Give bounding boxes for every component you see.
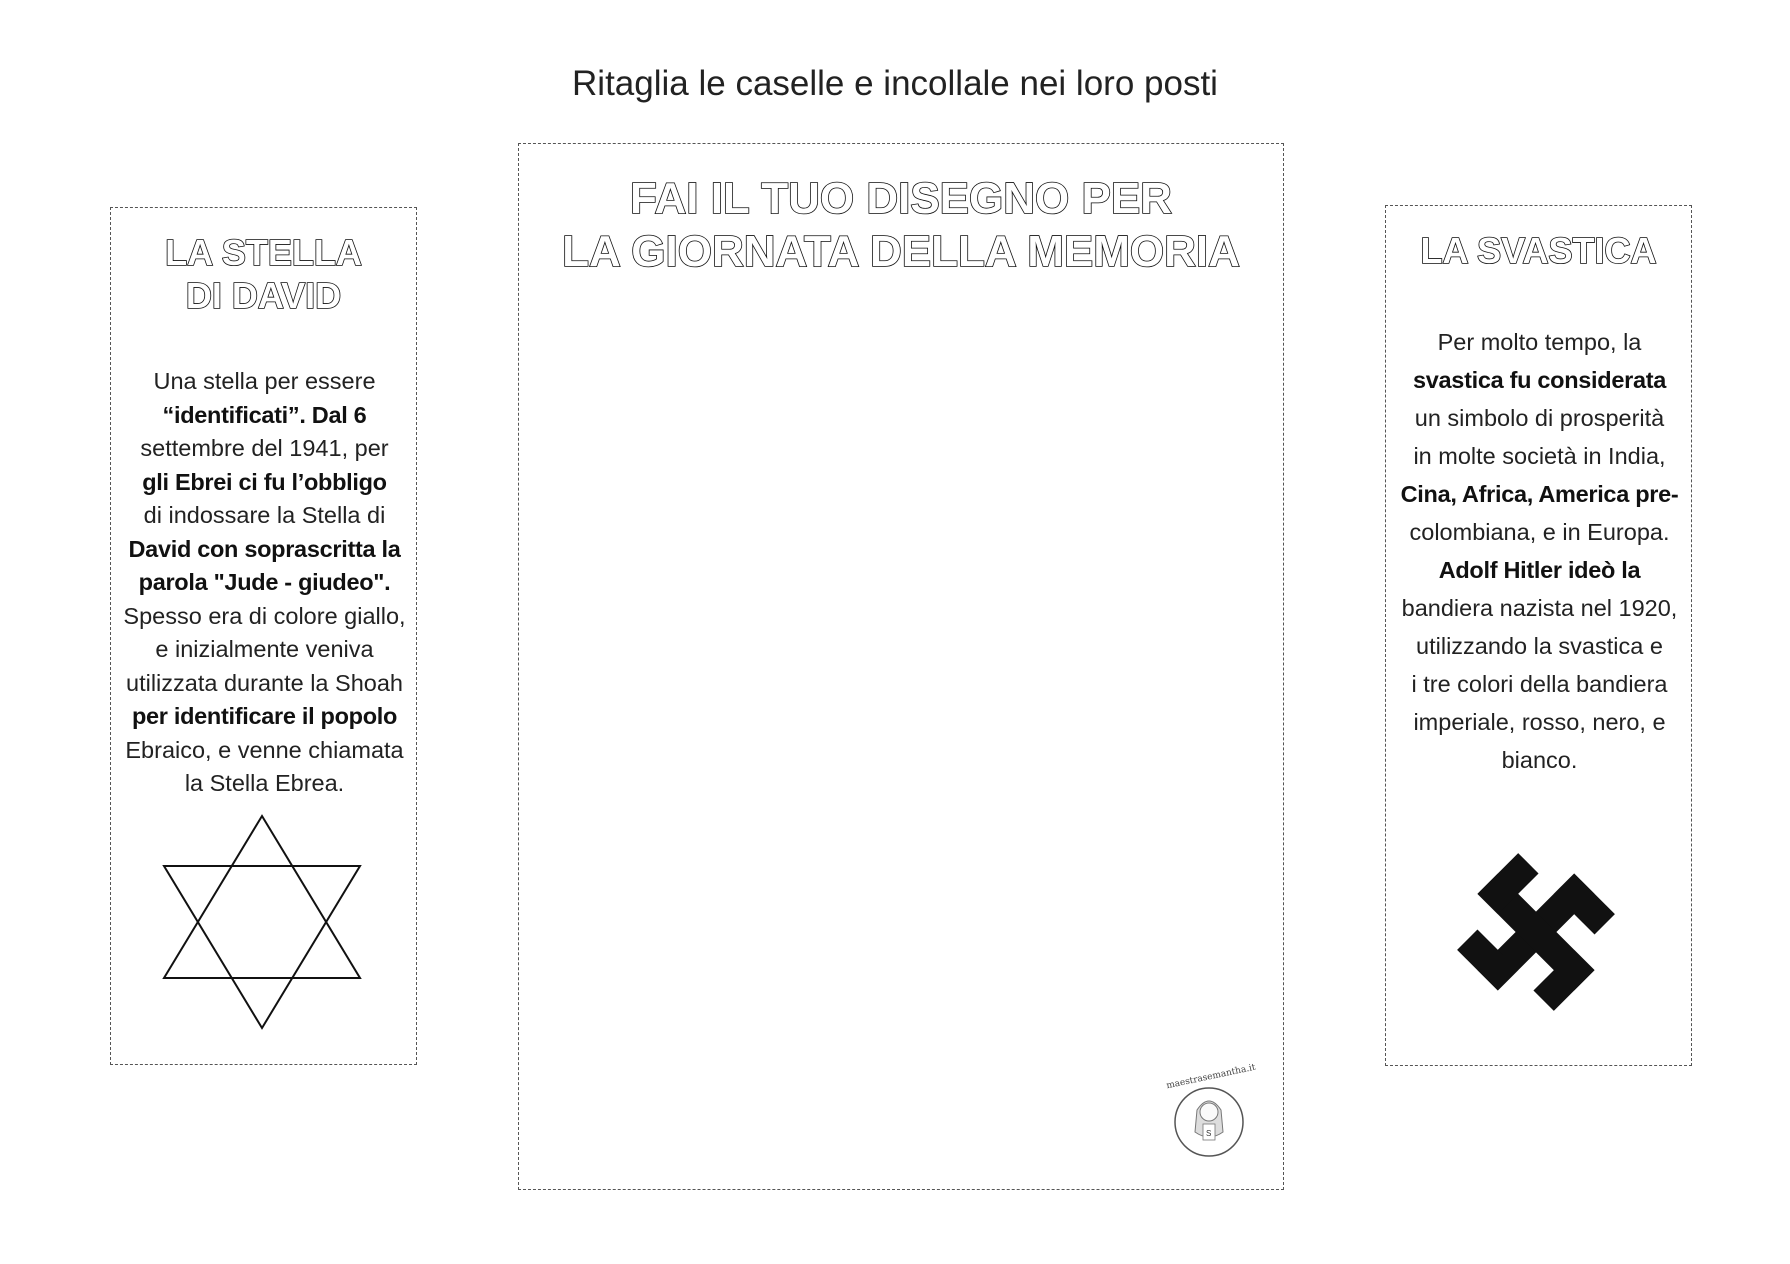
- star-card-text-line: “identificati”. Dal 6: [162, 401, 367, 428]
- star-of-david-card[interactable]: [110, 207, 417, 1065]
- swastika-card-text-line: i tre colori della bandiera: [1411, 671, 1668, 697]
- star-card-text-line: di indossare la Stella di: [143, 502, 386, 528]
- drawing-area-card[interactable]: [518, 143, 1284, 1190]
- swastika-icon: [1446, 842, 1626, 1022]
- swastika-card-text-line: imperiale, rosso, nero, e: [1413, 709, 1666, 735]
- swastika-card-text-line: Adolf Hitler ideò la: [1438, 557, 1641, 583]
- swastika-card-text-line: un simbolo di prosperità: [1414, 405, 1665, 431]
- star-card-text-line: parola "Jude - giudeo".: [138, 569, 391, 595]
- swastika-card-text-line: in molte società in India,: [1413, 443, 1666, 469]
- star-card-text-line: settembre del 1941, per: [140, 435, 389, 461]
- swastika-card-text-line: Cina, Africa, America pre-: [1400, 481, 1679, 507]
- star-card-text-line: per identificare il popolo: [131, 703, 398, 729]
- swastika-card[interactable]: [1385, 205, 1692, 1066]
- star-card-title-line-2: DI DAVID: [185, 275, 342, 317]
- star-card-description: [109, 365, 420, 801]
- drawing-card-title-line-1: FAI IL TUO DISEGNO PER: [630, 174, 1172, 223]
- star-card-text-line: Una stella per essere: [153, 368, 376, 394]
- swastika-card-text-line: bandiera nazista nel 1920,: [1401, 595, 1678, 621]
- star-card-text-line: utilizzata durante la Shoah: [126, 669, 403, 696]
- author-logo-text: maestrasemantha.it: [1165, 1062, 1257, 1092]
- star-card-text-line: Ebraico, e venne chiamata: [125, 736, 404, 763]
- svg-text:S: S: [1206, 1129, 1212, 1138]
- star-card-title-line-1: LA STELLA: [165, 232, 362, 273]
- swastika-card-text-line: svastica fu considerata: [1412, 367, 1667, 393]
- swastika-card-description: [1384, 323, 1695, 779]
- swastika-card-title: LA SVASTICA: [1420, 230, 1657, 271]
- instruction-text: Ritaglia le caselle e incollale nei loro posti: [572, 64, 1218, 103]
- star-of-david-icon: [161, 813, 363, 1031]
- star-card-text-line: Spesso era di colore giallo,: [123, 602, 406, 629]
- author-logo: [1159, 1062, 1259, 1162]
- star-card-text-line: e inizialmente veniva: [155, 636, 374, 662]
- star-card-text-line: gli Ebrei ci fu l’obbligo: [142, 468, 387, 495]
- star-card-text-line: la Stella Ebrea.: [184, 770, 345, 796]
- swastika-card-text-line: bianco.: [1501, 747, 1578, 773]
- star-card-text-line: David con soprascritta la: [128, 535, 401, 562]
- swastika-card-text-line: Per molto tempo, la: [1437, 329, 1642, 355]
- swastika-card-text-line: colombiana, e in Europa.: [1409, 519, 1670, 545]
- drawing-card-title-line-2: LA GIORNATA DELLA MEMORIA: [562, 226, 1240, 276]
- swastika-card-text-line: utilizzando la svastica e: [1416, 633, 1663, 659]
